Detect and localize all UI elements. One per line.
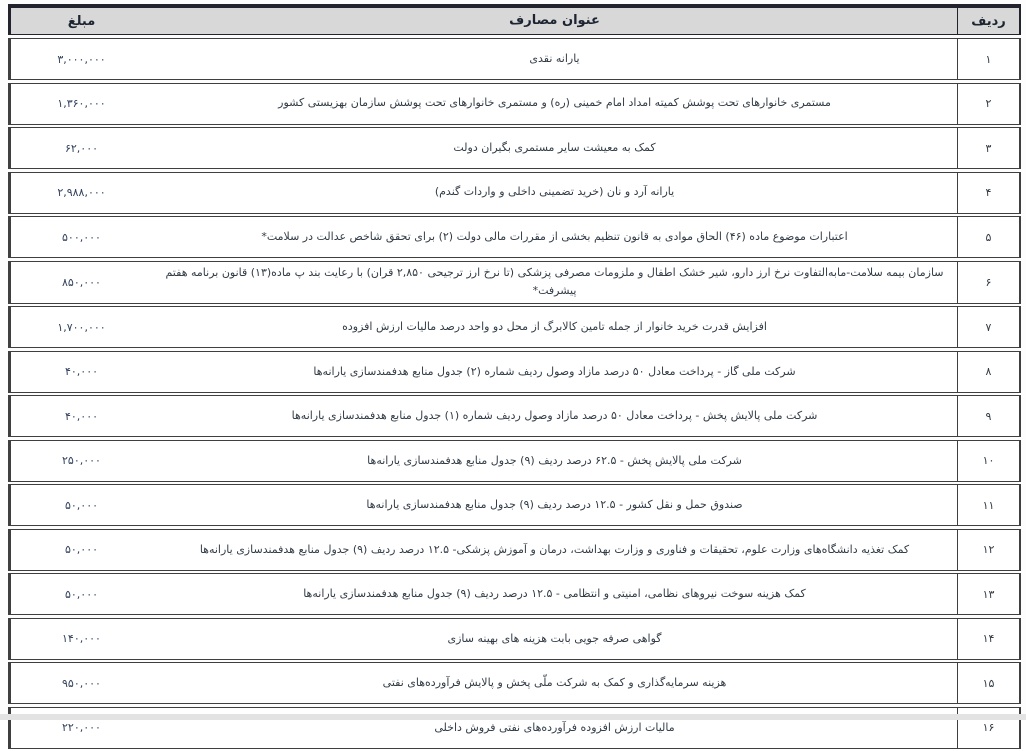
table-row [8, 529, 1021, 571]
expense-title-cell: مالیات ارزش افزوده فرآورده‌های نفتی فروش داخلی [434, 720, 675, 734]
header-row-number: ردیف [957, 8, 1019, 34]
row-number-cell: ۱۴ [957, 619, 1019, 659]
table-body [8, 38, 1021, 749]
header-expense-title: عنوان مصارف [509, 13, 600, 28]
expense-title-cell: کمک هزینه سوخت نیروهای نظامی، امنیتی و انتظامی - ۱۲.۵ درصد ردیف (۹) جدول منابع هدفمندسازی یارانه‌ها [303, 587, 806, 601]
table-row [8, 306, 1021, 348]
expense-title-cell: یارانه نقدی [529, 51, 580, 65]
expense-title-cell: شرکت ملی پالایش پخش - پرداخت معادل ۵۰ درصد مازاد وصول ردیف شماره (۱) جدول منابع هدفمندسازی یارانه‌ها [291, 409, 818, 423]
table-row [8, 440, 1021, 482]
expense-title-cell: مستمری خانوارهای تحت پوشش کمیته امداد امام خمینی (ره) و مستمری خانوارهای تحت پوشش سازمان بهزیستی کشور [278, 96, 831, 110]
expense-title-cell: صندوق حمل و نقل کشور - ۱۲.۵ درصد ردیف (۹) جدول منابع هدفمندسازی یارانه‌ها [366, 498, 743, 512]
row-number-cell: ۶ [957, 262, 1019, 303]
page-bottom-strip [0, 714, 1026, 720]
amount-cell: ۵۰,۰۰۰ [10, 485, 152, 525]
row-number-cell: ۱۳ [957, 574, 1019, 614]
table-row [8, 127, 1021, 169]
amount-cell: ۳,۰۰۰,۰۰۰ [10, 39, 152, 79]
row-number-cell: ۲ [957, 84, 1019, 124]
amount-cell: ۴۰,۰۰۰ [10, 396, 152, 436]
expense-title-cell: کمک تغذیه دانشگاه‌های وزارت علوم، تحقیقات و فناوری و وزارت بهداشت، درمان و آموزش پزشکی- ۱۲.۵ درصد ردیف (۹) جدول منابع هدفمندسازی یارانه‌ها [199, 542, 910, 556]
table-row [8, 662, 1021, 704]
expense-title-cell: گواهی صرفه جویی بابت هزینه های بهینه سازی [447, 631, 662, 645]
row-number-cell: ۹ [957, 396, 1019, 436]
row-number-cell: ۱۰ [957, 441, 1019, 481]
row-number-cell: ۱۵ [957, 663, 1019, 703]
amount-cell: ۱۴۰,۰۰۰ [10, 619, 152, 659]
expense-title-cell: افزایش قدرت خرید خانوار از جمله تامین کالابرگ از محل دو واحد درصد مالیات ارزش افزوده [342, 320, 767, 334]
table-row [8, 172, 1021, 214]
row-number-cell: ۱۲ [957, 530, 1019, 570]
expense-title-cell: هزینه سرمایه‌گذاری و کمک به شرکت ملّی پخش و پالایش فرآورده‌های نفتی [382, 676, 727, 690]
amount-cell: ۲,۹۸۸,۰۰۰ [10, 173, 152, 213]
amount-cell: ۴۰,۰۰۰ [10, 352, 152, 392]
table-row [8, 573, 1021, 615]
row-number-cell: ۵ [957, 217, 1019, 257]
row-number-cell: ۳ [957, 128, 1019, 168]
table-row [8, 395, 1021, 437]
expense-title-cell: یارانه آرد و نان (خرید تضمینی داخلی و واردات گندم) [434, 185, 675, 199]
amount-cell: ۶۲,۰۰۰ [10, 128, 152, 168]
amount-cell: ۱,۷۰۰,۰۰۰ [10, 307, 152, 347]
expense-title-cell: سازمان بیمه سلامت-مابه‌التفاوت نرخ ارز دارو، شیر خشک اطفال و ملزومات مصرفی پزشکی (تا نرخ ارز ترجیحی ۲,۸۵۰ قران) با رعایت بند پ ماده(۱۳) قانون برنامه هفتم پیشرفت* [165, 265, 944, 298]
table-row [8, 484, 1021, 526]
amount-cell: ۹۵۰,۰۰۰ [10, 663, 152, 703]
row-number-cell: ۱۶ [957, 708, 1019, 748]
row-number-cell: ۱۱ [957, 485, 1019, 525]
table-header-row [8, 4, 1021, 35]
expense-title-cell: کمک به معیشت سایر مستمری بگیران دولت [453, 140, 656, 154]
amount-cell: ۵۰۰,۰۰۰ [10, 217, 152, 257]
amount-cell: ۵۰,۰۰۰ [10, 574, 152, 614]
amount-cell: ۸۵۰,۰۰۰ [10, 262, 152, 303]
table-row [8, 83, 1021, 125]
table-row [8, 216, 1021, 258]
table-row [8, 261, 1021, 304]
table-row [8, 38, 1021, 80]
row-number-cell: ۴ [957, 173, 1019, 213]
expense-title-cell: اعتبارات موضوع ماده (۴۶) الحاق موادی به قانون تنظیم بخشی از مقررات مالی دولت (۲) برای تحقق شاخص عدالت در سلامت* [261, 229, 848, 243]
amount-cell: ۵۰,۰۰۰ [10, 530, 152, 570]
table-row [8, 351, 1021, 393]
header-amount: مبلغ [10, 8, 152, 34]
amount-cell: ۲۵۰,۰۰۰ [10, 441, 152, 481]
row-number-cell: ۷ [957, 307, 1019, 347]
expense-title-cell: شرکت ملی پالایش پخش - ۶۲.۵ درصد ردیف (۹) جدول منابع هدفمندسازی یارانه‌ها [367, 453, 742, 467]
expense-title-cell: شرکت ملی گاز - پرداخت معادل ۵۰ درصد مازاد وصول ردیف شماره (۲) جدول منابع هدفمندسازی یارانه‌ها [313, 364, 796, 378]
table-row [8, 618, 1021, 660]
row-number-cell: ۸ [957, 352, 1019, 392]
row-number-cell: ۱ [957, 39, 1019, 79]
amount-cell: ۱,۳۶۰,۰۰۰ [10, 84, 152, 124]
budget-table [8, 4, 1021, 751]
amount-cell: ۲۲۰,۰۰۰ [10, 708, 152, 748]
